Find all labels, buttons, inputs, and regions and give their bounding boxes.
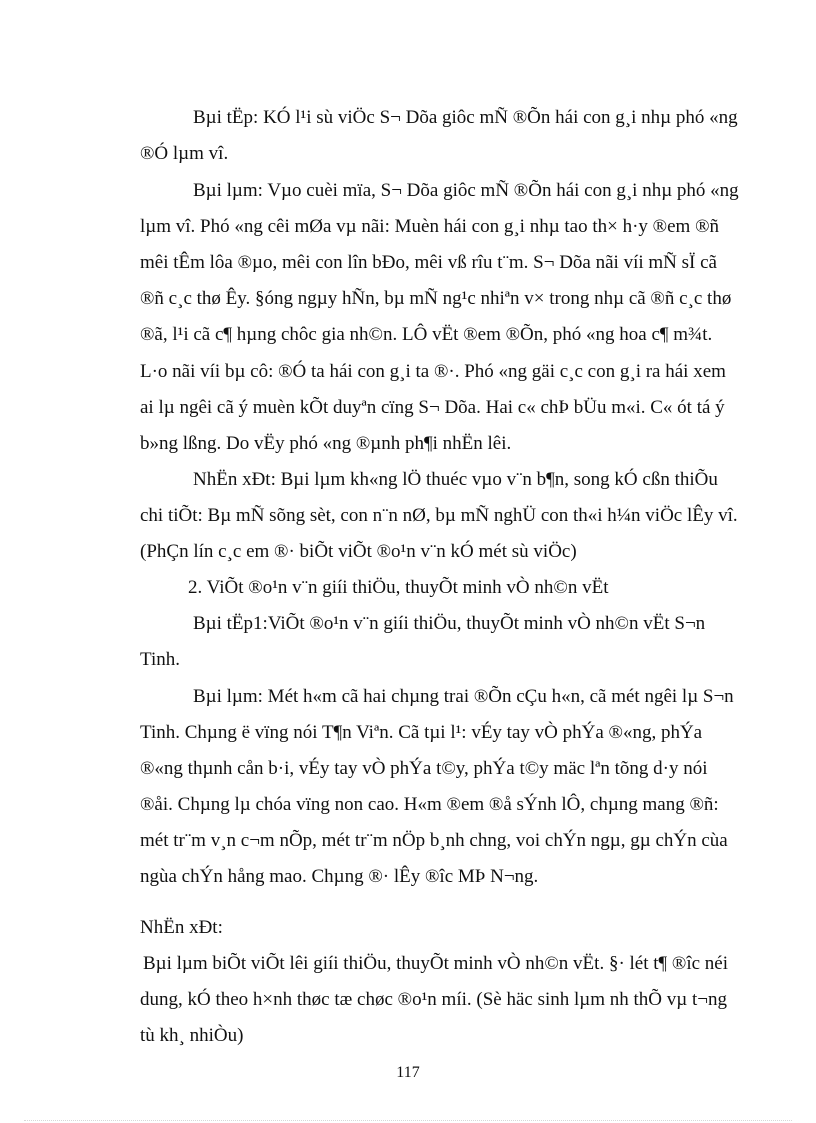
text-line: Tinh. (140, 649, 180, 670)
text-line: ®ã, l¹i cã c¶ hµng chôc gia nh©n. LÔ vËt ®em ®Õn, phó «ng hoa c¶ m¾t. (140, 324, 713, 345)
text-line: b»ng lßng. Do vËy phó «ng ®µnh ph¶i nhËn lêi. (140, 433, 512, 454)
text-line: NhËn xÐt: Bµi lµm kh«ng lÖ thuéc vµo v¨n b¶n, song kÓ cßn thiÕu (193, 469, 718, 490)
text-line: Bµi tËp: KÓ l¹i sù viÖc S¬ Dõa giôc mÑ ®Õn hái con g¸i nhµ phó «ng (193, 107, 738, 128)
text-line: L·o nãi víi bµ cô: ®Ó ta hái con g¸i ta ®·. Phó «ng gäi c¸c con g¸i ra hái xem (140, 361, 726, 382)
text-line: lµm vî. Phó «ng cêi mØa vµ nãi: Muèn hái con g¸i nhµ tao th× h·y ®em ®ñ (140, 216, 720, 237)
section-heading: 2. ViÕt ®o¹n v¨n giíi thiÖu, thuyÕt minh vÒ nh©n vËt (188, 577, 609, 598)
text-line: tù kh¸ nhiÒu) (140, 1025, 244, 1046)
text-line: ®«ng thµnh cån b·i, vÉy tay vÒ phÝa t©y, phÝa t©y mäc lªn tõng d·y nói (140, 758, 708, 779)
text-line: mét tr¨m v¸n c¬m nÕp, mét tr¨m nÖp b¸nh chng, voi chÝn ngµ, gµ chÝn cùa (140, 830, 728, 851)
text-line: chi tiÕt: Bµ mÑ sõng sèt, con n¨n nØ, bµ mÑ nghÜ con th«i h¼n viÖc lÊy vî. (140, 505, 738, 526)
text-line: Tinh. Chµng ë vïng nói T¶n Viªn. Cã tµi l¹: vÉy tay vÒ phÝa ®«ng, phÝa (140, 722, 703, 743)
text-line: dung, kÓ theo h×nh thøc tæ chøc ®o¹n míi. (Sè häc sinh lµm nh thÕ vµ t¬ng (140, 989, 727, 1010)
page-number: 117 (396, 1064, 420, 1081)
text-line: Bµi lµm: Mét h«m cã hai chµng trai ®Õn cÇu h«n, cã mét ngêi lµ S¬n (193, 686, 734, 707)
text-line: Bµi lµm: Vµo cuèi mïa, S¬ Dõa giôc mÑ ®Õn hái con g¸i nhµ phó «ng (193, 180, 739, 201)
text-line: mêi tÊm lôa ®µo, mêi con lîn bÐo, mêi vß rîu t¨m. S¬ Dõa nãi víi mÑ sÏ cã (140, 252, 717, 273)
text-line: Bµi tËp1:ViÕt ®o¹n v¨n giíi thiÖu, thuyÕt minh vÒ nh©n vËt S¬n (193, 613, 706, 634)
text-line: ®åi. Chµng lµ chóa vïng non cao. H«m ®em ®å sÝnh lÔ, chµng mang ®ñ: (140, 794, 719, 815)
text-line: ai lµ ngêi cã ý muèn kÕt duyªn cïng S¬ Dõa. Hai c« chÞ bÜu m«i. C« ót tá ý (140, 397, 725, 418)
text-line: ®Ó lµm vî. (140, 143, 229, 164)
text-line: ®ñ c¸c thø Êy. §óng ngµy hÑn, bµ mÑ ng¹c nhiªn v× trong nhµ cã ®ñ c¸c thø (140, 288, 732, 309)
text-line: NhËn xÐt: (140, 917, 223, 938)
text-line: ngùa chÝn hång mao. Chµng ®· lÊy ®îc MÞ N¬ng. (140, 866, 539, 887)
text-line: (PhÇn lín c¸c em ®· biÕt viÕt ®o¹n v¨n kÓ mét sù viÖc) (140, 541, 577, 562)
text-line: Bµi lµm biÕt viÕt lêi giíi thiÖu, thuyÕt minh vÒ nh©n vËt. §· lét t¶ ®îc néi (143, 953, 729, 974)
page-bottom-divider (24, 1120, 792, 1121)
